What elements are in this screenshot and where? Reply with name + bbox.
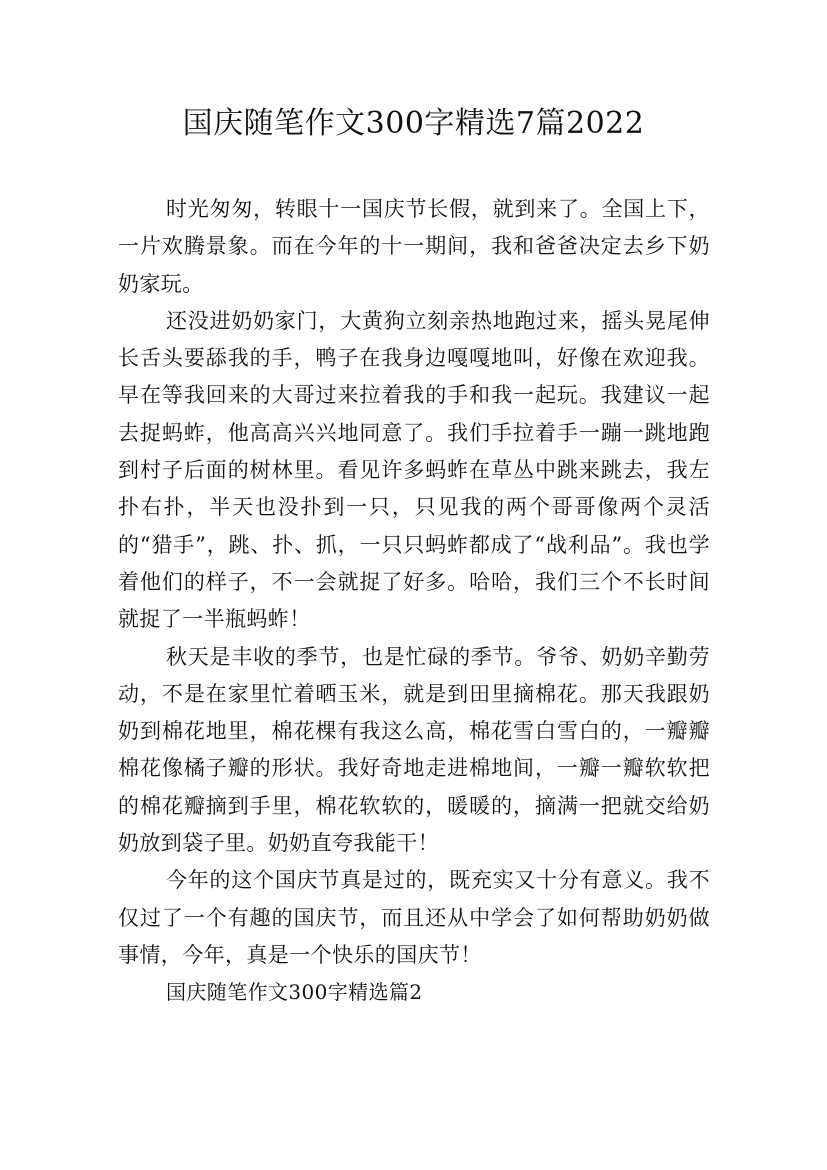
document-body — [118, 191, 710, 1012]
paragraph: 还没进奶奶家门，大黄狗立刻亲热地跑过来，摇头晃尾伸长舌头要舔我的手，鸭子在我身边嘎嘎地叫，好像在欢迎我。早在等我回来的大哥过来拉着我的手和我一起玩。我建议一起去捉蚂蚱，他高高兴兴地同意了。我们手拉着手一蹦一跳地跑到村子后面的树林里。看见许多蚂蚱在草丛中跳来跳去，我左扑右扑，半天也没扑到一只，只见我的两个哥哥像两个灵活的“猎手”，跳、扑、抓，一只只蚂蚱都成了“战利品”。我也学着他们的样子，不一会就捉了好多。哈哈，我们三个不长时间就捉了一半瓶蚂蚱！ — [118, 308, 710, 632]
paragraph: 今年的这个国庆节真是过的，既充实又十分有意义。我不仅过了一个有趣的国庆节，而且还从中学会了如何帮助奶奶做事情，今年，真是一个快乐的国庆节！ — [118, 868, 710, 967]
paragraph: 时光匆匆，转眼十一国庆节长假，就到来了。全国上下，一片欢腾景象。而在今年的十一期间，我和爸爸决定去乡下奶奶家玩。 — [118, 197, 710, 296]
document-title: 国庆随笔作文300字精选7篇2022 — [182, 106, 645, 141]
section-heading: 国庆随笔作文300字精选篇2 — [166, 980, 423, 1005]
paragraph: 秋天是丰收的季节，也是忙碌的季节。爷爷、奶奶辛勤劳动，不是在家里忙着晒玉米，就是到田里摘棉花。那天我跟奶奶到棉花地里，棉花棵有我这么高，棉花雪白雪白的，一瓣瓣棉花像橘子瓣的形状。我好奇地走进棉地间，一瓣一瓣软软把的棉花瓣摘到手里，棉花软软的，暖暖的，摘满一把就交给奶奶放到袋子里。奶奶直夸我能干！ — [118, 644, 710, 856]
